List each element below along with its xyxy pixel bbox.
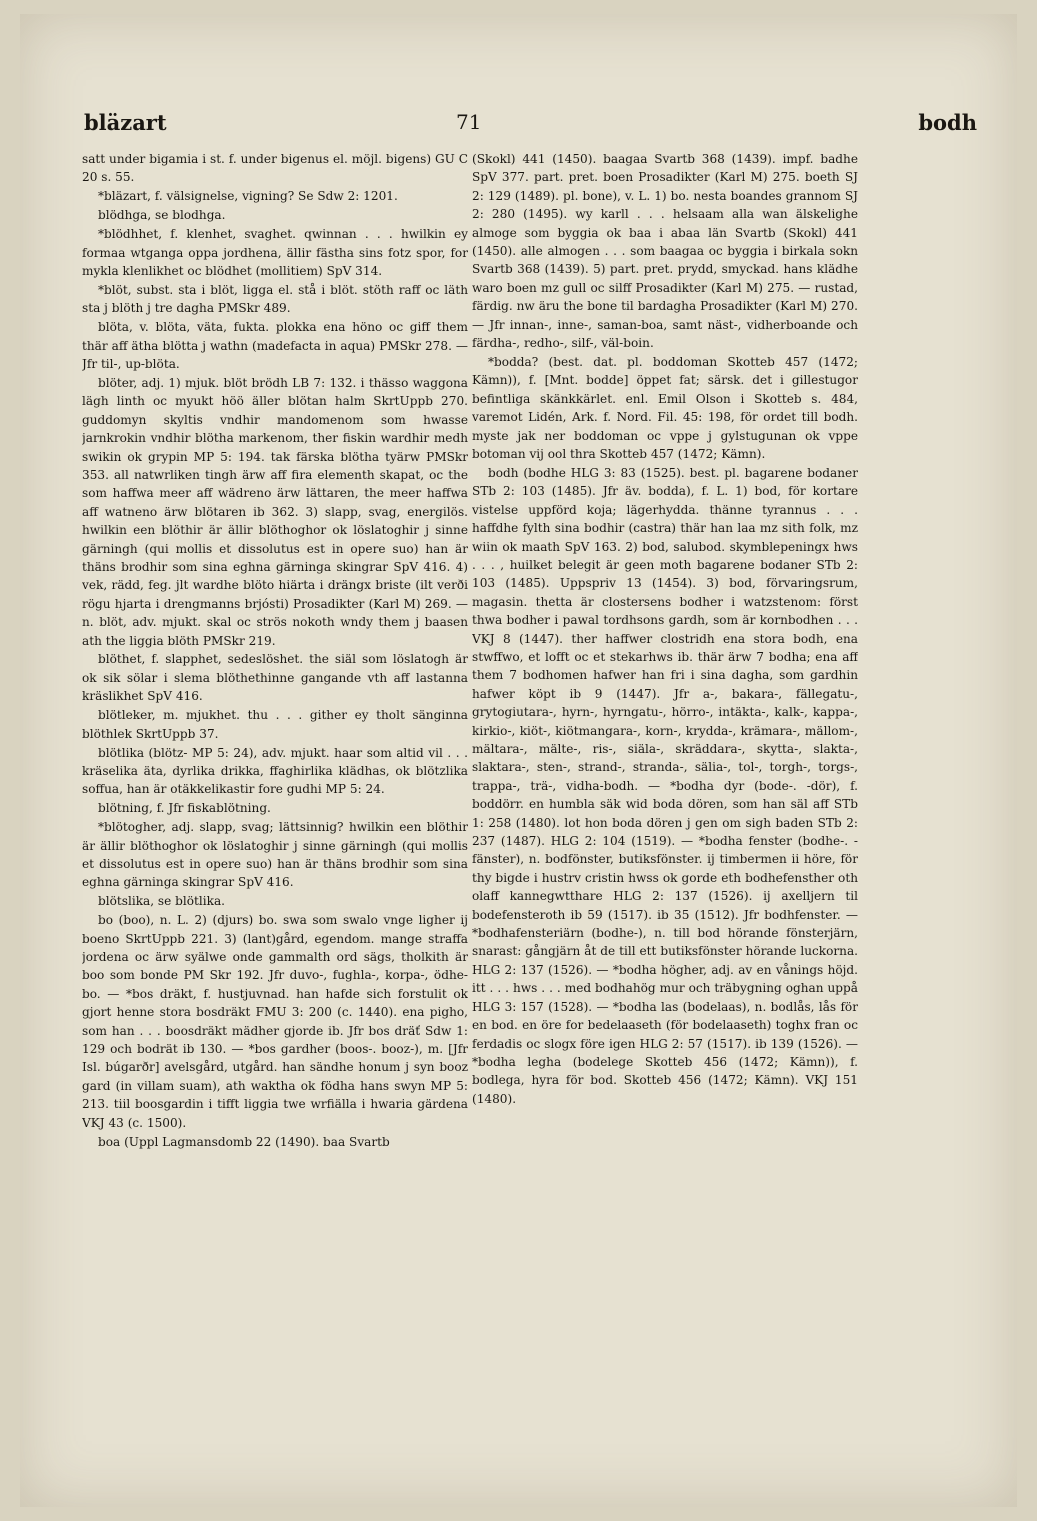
left-column <box>82 150 468 1500</box>
entry-paragraph: blötlika (blötz- MP 5: 24), adv. mjukt. haar som altid vil . . . kräselika äta, dyrlika drikka, ffaghirlika klädhas, ok blötzlika soffua, han är otäkkelikastir fore gudhi MP 5: 24. <box>82 745 468 797</box>
entry-paragraph: blötleker, m. mjukhet. thu . . . gither ey tholt sänginna blöthlek SkrtUppb 37. <box>82 708 468 741</box>
entry-paragraph: blöthet, f. slapphet, sedeslöshet. the siäl som löslatogh är ok sik sölar i slema blöthethinne gangande vth aff lastanna kräslikhet SpV 416. <box>82 652 468 704</box>
entry-paragraph: *blödhhet, f. klenhet, svaghet. qwinnan . . . hwilkin ey formaa wtganga oppa jordhena, ällir fästha sins fotz spor, for mykla klenlikhet oc blödhet (mollitiem) SpV 314. <box>82 227 468 278</box>
entry-paragraph: blötning, f. Jfr fiskablötning. <box>98 801 271 816</box>
entry-paragraph: blöta, v. blöta, väta, fukta. plokka ena höno oc giff them thär aff ätha blötta j wathn (madefacta in aqua) PMSkr 278. — Jfr til-, up-blöta. <box>82 320 468 371</box>
page-header <box>84 110 977 150</box>
left-running-headword: bläzart <box>84 110 167 135</box>
entry-paragraph: blödhga, se blodhga. <box>98 208 226 223</box>
dictionary-page <box>20 14 1017 1507</box>
right-column <box>472 150 858 1500</box>
entry-paragraph: *bläzart, f. välsignelse, vigning? Se Sdw 2: 1201. <box>98 189 398 204</box>
entry-paragraph: satt under bigamia i st. f. under bigenus el. möjl. bigens) GU C 20 s. 55. <box>82 152 468 185</box>
entry-paragraph: boa (Uppl Lagmansdomb 22 (1490). baa Svartb <box>98 1134 390 1149</box>
entry-paragraph: bo (boo), n. L. 2) (djurs) bo. swa som swalo vnge ligher ij boeno SkrtUppb 221. 3) (lant)gård, egendom. mange straffa jordena oc ärw syälwe onde gammalth ord sägs, tholkith är boo som bonde PM Skr 192. Jfr duvo-, fughla-, korpa-, ödhe-bo. — *bos dräkt, f. hustjuvnad. han hafde sich forstulit ok gjort henne stora bosdräkt FMU 3: 200 (c. 1440). ena pigho, som han . . . boosdräkt mädher gjorde ib. Jfr bos dräť Sdw 1: 129 och bodrät ib 130. — *bos gardher (boos-. booz-), m. [Jfr Isl. búgarðr] avelsgård, utgård. han sändhe honum j syn booz gard (in villam suam), ath waktha ok födha hans swyn MP 5: 213. tiil boosgardin i tifft liggia twe wrfiälla i hwaria gärdena VKJ 43 (c. 1500). <box>82 913 468 1130</box>
entry-paragraph: bodh (bodhe HLG 3: 83 (1525). best. pl. bagarene bodaner STb 2: 103 (1485). Jfr äv. bodda), f. L. 1) bod, för kortare vistelse uppförd koja; lägerhydda. thänne tyrannus . . . haffdhe fylth sina bodhir (castra) thär han laa mz sith folk, mz wiin ok maath SpV 163. 2) bod, salubod. skymblepeningx hws . . . , huilket belegit är geen moth bagarene bodaner STb 2: 103 (1485). Uppspriv 13 (1454). 3) bod, förvaringsrum, magasin. thetta är clostersens bodher i watzstenom: först thwa bodher i pawal tordhsons gardh, som är kornbodhen . . . VKJ 8 (1447). ther haffwer clostridh ena stora bodh, ena stwffwo, et lofft oc et stekarhws ib. thär ärw 7 bodha; ena aff them 7 bodhomen hafwer han fri i sina dagha, som gardhin hafwer köpt ib 9 (1447). Jfr a-, bakara-, fällegatu-, grytogiutara-, hyrn-, hyrngatu-, hörro-, intäkta-, kalk-, kappa-, kirkio-, kiöt-, kiötmangara-, korn-, krydda-, krämara-, mällom-, mältara-, mälte-, ris-, siäla-, skräddara-, skytta-, slakta-, slaktara-, sten-, strand-, stranda-, sälia-, tol-, torgh-, torgs-, trappa-, trä-, vidha-bodh. — *bodha dyr (bode-. -dör), f. boddörr. en humbla säk wid boda dören, som han säl aff STb 1: 258 (1480). lot hon boda dören j gen om sigh baden STb 2: 237 (1487). HLG 2: 104 (1519). — *bodha fenster (bodhe-. -fänster), n. bodfönster, butiksfönster. ij timbermen ii höre, för thy bigde i hustrv cristin hwss ok gorde eth bodhefensther oth olaff kannegwtthare HLG 2: 137 (1526). ij axelljern til bodefensteroth ib 59 (1517). ib 35 (1512). Jfr bodhfenster. — *bodhafensteriärn (bodhe-), n. till bod hörande fönsterjärn, snarast: gångjärn åt de till ett butiksfönster hörande luckorna. HLG 2: 137 (1526). — *bodha högher, adj. av en vånings höjd. itt . . . hws . . . med bodhahög mur och träbygning oghan uppå HLG 3: 157 (1528). — *bodha las (bodelaas), n. bodlås, lås för en bod. en öre for bedelaaseth (för bodelaaseth) toghx fran oc ferdadis oc slogx före igen HLG 2: 57 (1517). ib 139 (1526). — *bodha legha (bodelege Skotteb 456 (1472; Kämn)), f. bodlega, hyra för bod. Skotteb 456 (1472; Kämn). VKJ 151 (1480). <box>472 465 858 1106</box>
entry-paragraph: *blötogher, adj. slapp, svag; lättsinnig? hwilkin een blöthir är ällir blöthoghor ok löslatoghir j sinne gärningh (qui mollis et dissolutus est in opere suo) han är thäns brodhir som sina eghna gärninga skingrar SpV 416. <box>82 820 468 890</box>
entry-paragraph: blötslika, se blötlika. <box>98 894 225 909</box>
entry-paragraph: (Skokl) 441 (1450). baagaa Svartb 368 (1439). impf. badhe SpV 377. part. pret. boen Prosadikter (Karl M) 275. boeth SJ 2: 129 (1489). pl. bone), v. L. 1) bo. nesta boandes grannom SJ 2: 280 (1495). wy karll . . . helsaam alla wan älskelighe almoge som byggia ok baa i abaa län Svartb (Skokl) 441 (1450). alle almogen . . . som baagaa oc byggia i birkala sokn Svartb 368 (1439). 5) part. pret. prydd, smyckad. hans klädhe waro boen mz gull oc silff Prosadikter (Karl M) 275. — rustad, färdig. nw äru the bone til bardagha Prosadikter (Karl M) 270. — Jfr innan-, inne-, saman-boa, samt näst-, vidherboande och färdha-, redho-, silf-, väl-boin. <box>472 152 858 351</box>
right-running-headword: bodh <box>918 110 977 135</box>
entry-paragraph: *bodda? (best. dat. pl. boddoman Skotteb 457 (1472; Kämn)), f. [Mnt. bodde] öppet fat; särsk. det i gillestugor befintliga skänkkärlet. enl. Emil Olson i Skotteb s. 484, varemot Lidén, Ark. f. Nord. Fil. 45: 198, för ordet till bodh. myste jak ner boddoman oc vppe j gylstugunan ok vppe botoman vij ool thra Skotteb 457 (1472; Kämn). <box>472 354 858 461</box>
entry-paragraph: *blöt, subst. sta i blöt, ligga el. stå i blöt. stöth raff oc läth sta j blöth j tre dagha PMSkr 489. <box>82 282 468 316</box>
page-number: 71 <box>456 110 482 134</box>
entry-paragraph: blöter, adj. 1) mjuk. blöt brödh LB 7: 132. i thässo waggona lägh linth oc myukt höö äller blötan halm SkrtUppb 270. guddomyn skyltis vndhir mandomenom som hwasse jarnkrokin vndhir blötha markenom, ther fiskin wardhir medh swikin ok grypin MP 5: 194. tak färska blötha tyärw PMSkr 353. all natwrliken tingh ärw aff fira elementh skapat, oc the som haffwa meer aff wädreno ärw lättaren, the meer haffwa aff watneno ärw blötaren ib 362. 3) slapp, svag, energilös. hwilkin een blöthir är ällir blöthoghor ok löslatoghir j sinne gärningh (qui mollis et dissolutus est in opere suo) han är thäns brodhir som sina eghna gärninga skingrar SpV 416. 4) vek, rädd, feg. jlt wardhe blöto hiärta i drängx briste (ilt verði rögu hjarta i drengmanns brjósti) Prosadikter (Karl M) 269. — n. blöt, adv. mjukt. skal oc strös nokoth wndy them j baasen ath the liggia blöth PMSkr 219. <box>82 375 468 648</box>
